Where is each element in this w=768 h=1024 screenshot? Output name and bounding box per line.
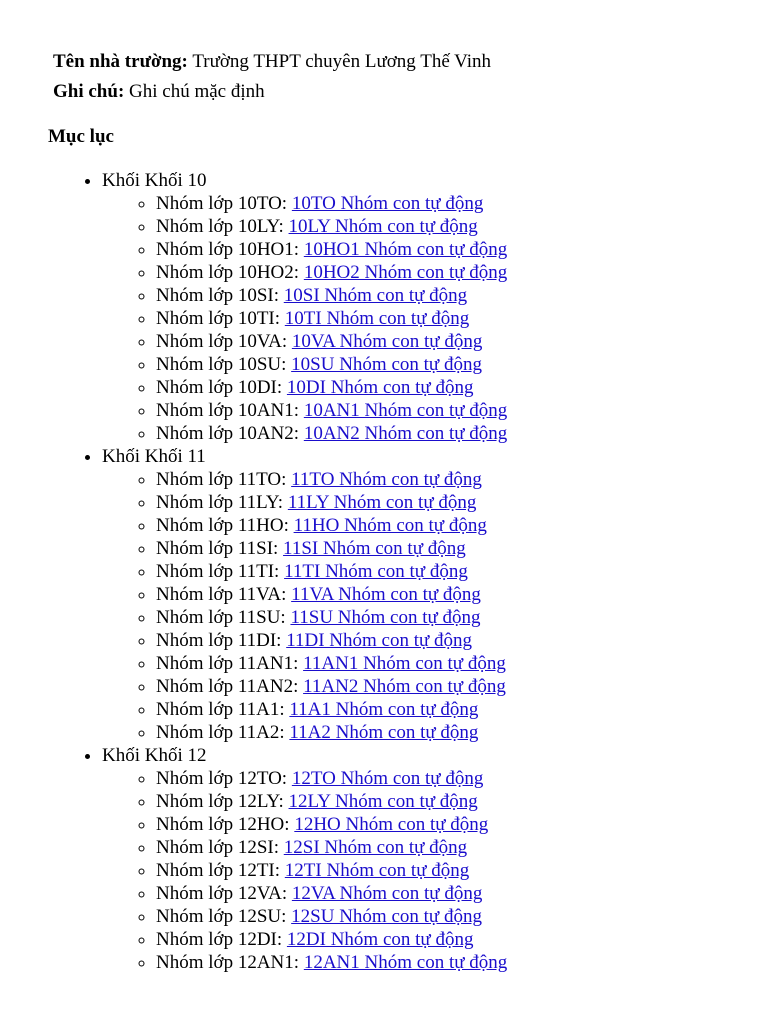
group-link[interactable]: 12AN1 Nhóm con tự động [303,952,508,973]
group-item [156,376,507,399]
group-label: Nhóm lớp 10TO: [156,193,288,214]
group-item [156,560,507,583]
group-label: Nhóm lớp 11HO: [156,515,289,536]
group-label: Nhóm lớp 12HO: [156,814,290,835]
group-item [156,284,507,307]
group-link[interactable]: 12TI Nhóm con tự động [284,860,470,881]
group-item [156,514,507,537]
grade-item [102,169,507,445]
group-item [156,422,507,445]
group-label: Nhóm lớp 10HO1: [156,239,300,260]
group-link[interactable]: 10TI Nhóm con tự động [284,308,470,329]
group-label: Nhóm lớp 12TO: [156,768,288,789]
group-item [156,721,507,744]
group-link[interactable]: 12DI Nhóm con tự động [286,929,474,950]
group-link[interactable]: 10LY Nhóm con tự động [288,216,478,237]
group-label: Nhóm lớp 10TI: [156,308,281,329]
group-label: Nhóm lớp 10SU: [156,354,287,375]
group-link[interactable]: 11LY Nhóm con tự động [287,492,477,513]
group-item [156,836,507,859]
grade-label: Khối Khối 12 [102,745,207,766]
group-label: Nhóm lớp 10VA: [156,331,288,352]
group-link[interactable]: 12VA Nhóm con tự động [291,883,483,904]
group-link[interactable]: 12SI Nhóm con tự động [283,837,468,858]
group-link[interactable]: 11SI Nhóm con tự động [283,538,466,559]
group-link[interactable]: 11TI Nhóm con tự động [284,561,468,582]
group-item [156,882,507,905]
toc-heading: Mục lục [48,126,114,147]
school-info [53,47,491,107]
group-item [156,606,507,629]
group-label: Nhóm lớp 12SU: [156,906,287,927]
group-item [156,629,507,652]
group-item [156,859,507,882]
group-item [156,905,507,928]
group-label: Nhóm lớp 11A1: [156,699,285,720]
group-label: Nhóm lớp 11DI: [156,630,282,651]
note-label: Ghi chú: [53,81,125,102]
group-link[interactable]: 10AN1 Nhóm con tự động [303,400,508,421]
group-label: Nhóm lớp 10HO2: [156,262,300,283]
group-item [156,468,507,491]
group-item [156,215,507,238]
group-item [156,951,507,974]
group-label: Nhóm lớp 12TI: [156,860,281,881]
group-link[interactable]: 12SU Nhóm con tự động [291,906,482,927]
group-item [156,698,507,721]
group-list [102,192,507,445]
group-label: Nhóm lớp 11VA: [156,584,287,605]
group-link[interactable]: 10HO1 Nhóm con tự động [303,239,508,260]
group-item [156,192,507,215]
group-link[interactable]: 10SU Nhóm con tự động [291,354,482,375]
group-label: Nhóm lớp 12DI: [156,929,283,950]
group-label: Nhóm lớp 10DI: [156,377,283,398]
group-item [156,928,507,951]
group-item [156,813,507,836]
group-link[interactable]: 10HO2 Nhóm con tự động [303,262,508,283]
group-label: Nhóm lớp 10SI: [156,285,279,306]
group-item [156,652,507,675]
school-name-value: Trường THPT chuyên Lương Thế Vinh [192,51,492,72]
group-label: Nhóm lớp 11A2: [156,722,285,743]
group-link[interactable]: 11HO Nhóm con tự động [293,515,487,536]
group-item [156,261,507,284]
group-item [156,238,507,261]
grade-item [102,744,507,974]
group-link[interactable]: 11AN1 Nhóm con tự động [303,653,506,674]
school-name-line [53,47,491,77]
group-link[interactable]: 12HO Nhóm con tự động [294,814,489,835]
group-link[interactable]: 10DI Nhóm con tự động [286,377,474,398]
group-label: Nhóm lớp 11AN1: [156,653,299,674]
group-item [156,307,507,330]
group-label: Nhóm lớp 10LY: [156,216,284,237]
grade-label: Khối Khối 10 [102,170,207,191]
group-item [156,353,507,376]
group-list [102,468,507,744]
group-link[interactable]: 10SI Nhóm con tự động [283,285,468,306]
group-label: Nhóm lớp 11AN2: [156,676,299,697]
group-link[interactable]: 12TO Nhóm con tự động [291,768,484,789]
grade-list [0,169,507,974]
group-label: Nhóm lớp 11SU: [156,607,286,628]
group-item [156,583,507,606]
group-link[interactable]: 10AN2 Nhóm con tự động [303,423,508,444]
group-link[interactable]: 11A2 Nhóm con tự động [289,722,479,743]
group-label: Nhóm lớp 11TO: [156,469,287,490]
group-link[interactable]: 11DI Nhóm con tự động [286,630,473,651]
group-link[interactable]: 11SU Nhóm con tự động [290,607,481,628]
group-list [102,767,507,974]
note-line [53,77,491,107]
group-label: Nhóm lớp 12SI: [156,837,279,858]
group-label: Nhóm lớp 11TI: [156,561,280,582]
grade-label: Khối Khối 11 [102,446,206,467]
group-link[interactable]: 11AN2 Nhóm con tự động [303,676,506,697]
group-link[interactable]: 10TO Nhóm con tự động [291,193,484,214]
group-label: Nhóm lớp 11SI: [156,538,279,559]
group-item [156,330,507,353]
group-item [156,790,507,813]
group-label: Nhóm lớp 11LY: [156,492,284,513]
group-label: Nhóm lớp 10AN1: [156,400,300,421]
group-item [156,537,507,560]
group-item [156,491,507,514]
school-name-label: Tên nhà trường: [53,51,188,72]
group-link[interactable]: 11TO Nhóm con tự động [291,469,482,490]
group-item [156,675,507,698]
group-label: Nhóm lớp 10AN2: [156,423,300,444]
group-label: Nhóm lớp 12VA: [156,883,288,904]
group-label: Nhóm lớp 12LY: [156,791,284,812]
group-item [156,399,507,422]
group-link[interactable]: 11A1 Nhóm con tự động [289,699,479,720]
group-link[interactable]: 10VA Nhóm con tự động [291,331,483,352]
note-value: Ghi chú mặc định [129,81,265,102]
group-item [156,767,507,790]
group-link[interactable]: 11VA Nhóm con tự động [291,584,481,605]
grade-item [102,445,507,744]
group-link[interactable]: 12LY Nhóm con tự động [288,791,478,812]
group-label: Nhóm lớp 12AN1: [156,952,300,973]
